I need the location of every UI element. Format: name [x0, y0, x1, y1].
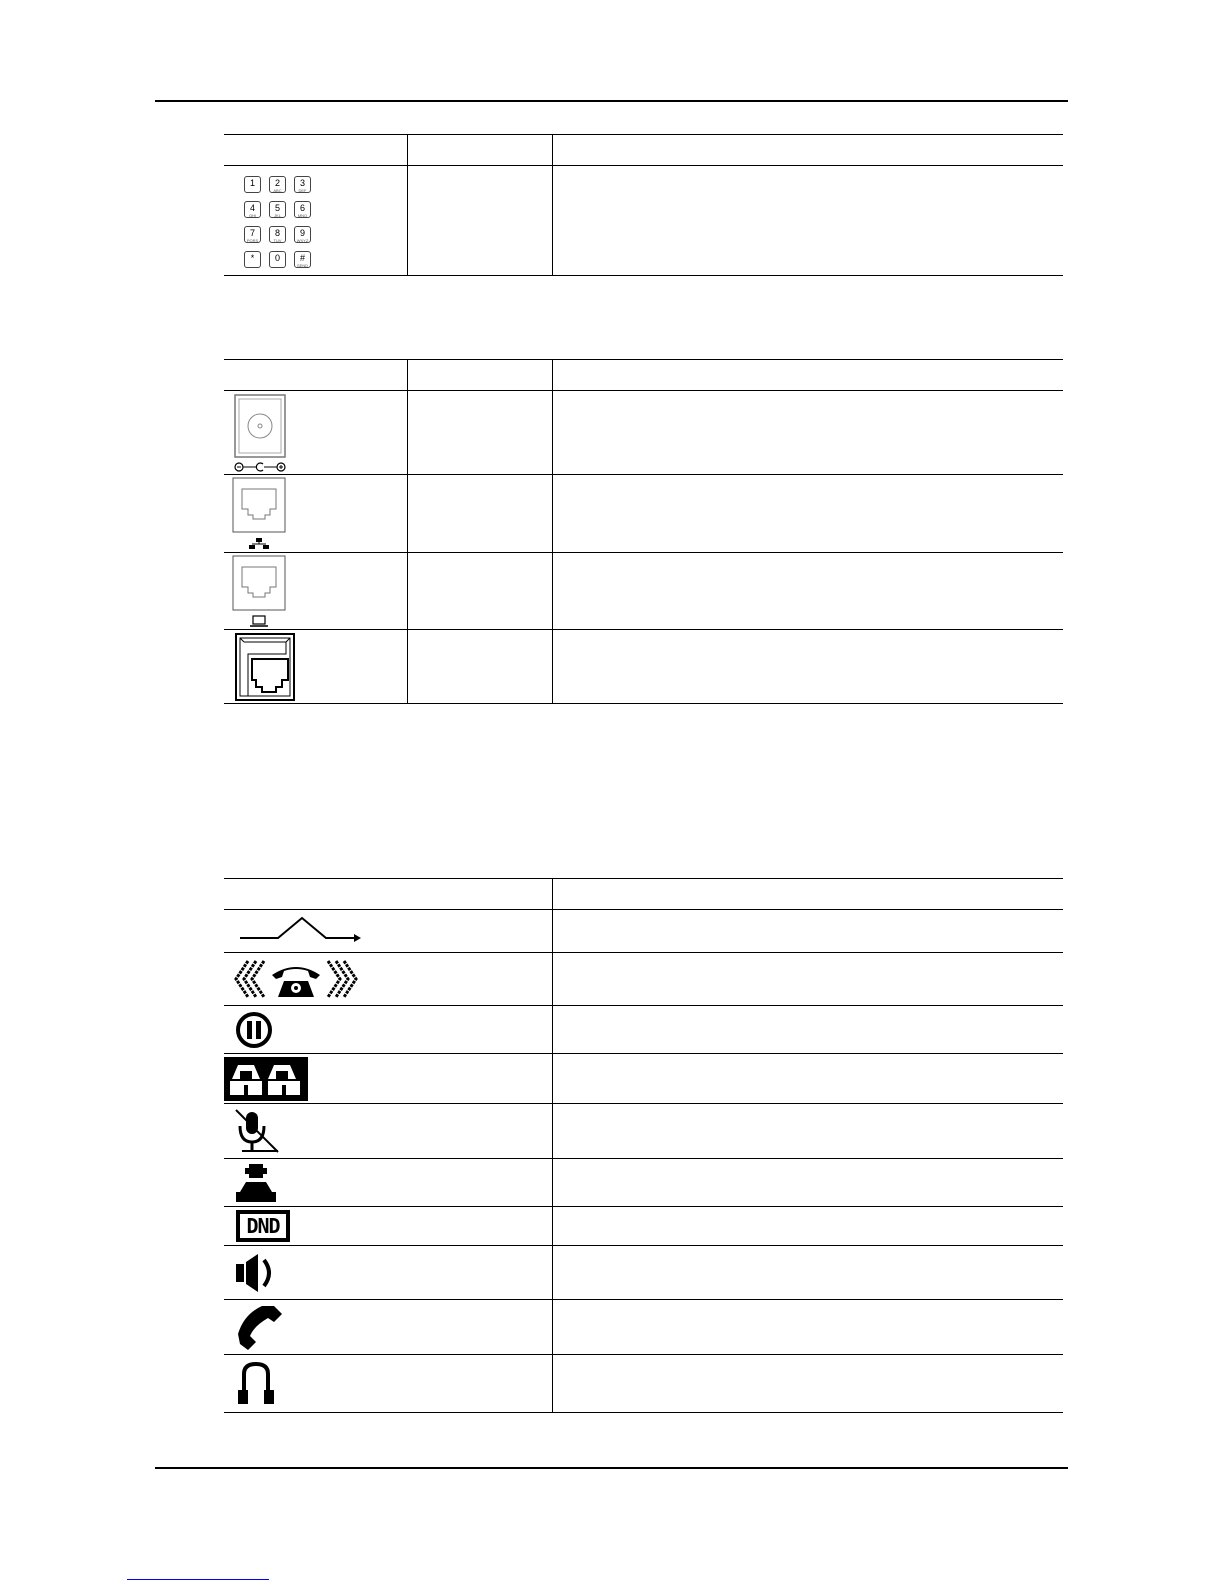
table-row: [224, 165, 1063, 275]
keypad-key-digit: 2: [274, 178, 280, 188]
dnd-label: DND: [246, 1214, 280, 1238]
keypad-key-digit: 5: [274, 203, 280, 213]
keypad-key-digit: *: [250, 253, 255, 263]
conference-icon: [224, 1057, 308, 1101]
header-rule: [155, 100, 1068, 102]
speaker-icon: [234, 1250, 284, 1296]
keypad-key: [269, 176, 286, 193]
keypad-key-letters: WXYZ: [296, 238, 309, 243]
table-row: [224, 390, 1063, 474]
hold-icon: [234, 1012, 274, 1048]
table-row: [224, 629, 1063, 703]
mute-icon: [234, 1108, 282, 1154]
keypad-key: [269, 251, 286, 268]
keypad-key: [269, 226, 286, 243]
table-row: [224, 1245, 1063, 1299]
keypad-key-letters: MNO: [297, 213, 308, 218]
keypad-icon: [244, 176, 314, 271]
keypad-key: [294, 251, 311, 268]
keypad-cell: [224, 166, 412, 275]
table-row: [224, 552, 1063, 629]
keypad-key-letters: TUV: [273, 238, 282, 243]
status-icons-table: [224, 878, 1063, 1413]
pc-port-icon: [230, 555, 288, 629]
ports-table: [224, 359, 1063, 704]
table-row: [224, 1103, 1063, 1158]
keypad-key-letters: SEND: [296, 263, 309, 268]
table-row: [224, 952, 1063, 1005]
account-icon: [234, 1162, 278, 1204]
table-row: [224, 1354, 1063, 1412]
ringing-icon: [234, 957, 358, 1001]
keypad-key-digit: 1: [249, 178, 255, 188]
headset-icon: [234, 1360, 284, 1408]
table-row: [224, 1206, 1063, 1245]
table-row: [224, 1299, 1063, 1354]
keypad-key-digit: 9: [299, 228, 305, 238]
dnd-icon: [236, 1210, 290, 1242]
handset-port-icon: [234, 632, 296, 702]
keypad-key: [294, 201, 311, 218]
keypad-key-letters: GHI: [248, 213, 257, 218]
power-port-icon: [232, 394, 288, 472]
table-header-row: [224, 879, 1063, 909]
keypad-key-digit: 4: [249, 203, 255, 213]
table-row: [224, 1053, 1063, 1103]
keypad-key: [269, 201, 286, 218]
table-row: [224, 1005, 1063, 1053]
keypad-key-letters: DEF: [298, 188, 307, 193]
keypad-key: [244, 226, 261, 243]
keypad-key-digit: #: [299, 253, 305, 263]
keypad-key-digit: 7: [249, 228, 255, 238]
keypad-key-digit: 6: [299, 203, 305, 213]
keypad-key-digit: 3: [299, 178, 305, 188]
table-row: [224, 474, 1063, 552]
keypad-key-digit: 8: [274, 228, 280, 238]
keypad-key: [244, 176, 261, 193]
network-port-icon: [230, 477, 288, 551]
table-header-row: [224, 135, 1063, 165]
keypad-key: [244, 201, 261, 218]
table-row: [224, 1158, 1063, 1206]
keypad-key-letters: ABC: [273, 188, 282, 193]
keypad-key-digit: 0: [274, 253, 280, 263]
footer-link-underline[interactable]: [127, 1579, 269, 1580]
handset-icon: [234, 1304, 284, 1350]
keypad-key-letters: PQRS: [246, 238, 259, 243]
keypad-key-letters: JKL: [274, 213, 281, 218]
keypad-key: [294, 226, 311, 243]
footer-rule: [155, 1467, 1068, 1469]
call-forward-icon: [238, 916, 362, 946]
keypad-table: [224, 134, 1063, 276]
keypad-key: [244, 251, 261, 268]
table-header-row: [224, 360, 1063, 390]
keypad-key: [294, 176, 311, 193]
table-row: [224, 909, 1063, 952]
